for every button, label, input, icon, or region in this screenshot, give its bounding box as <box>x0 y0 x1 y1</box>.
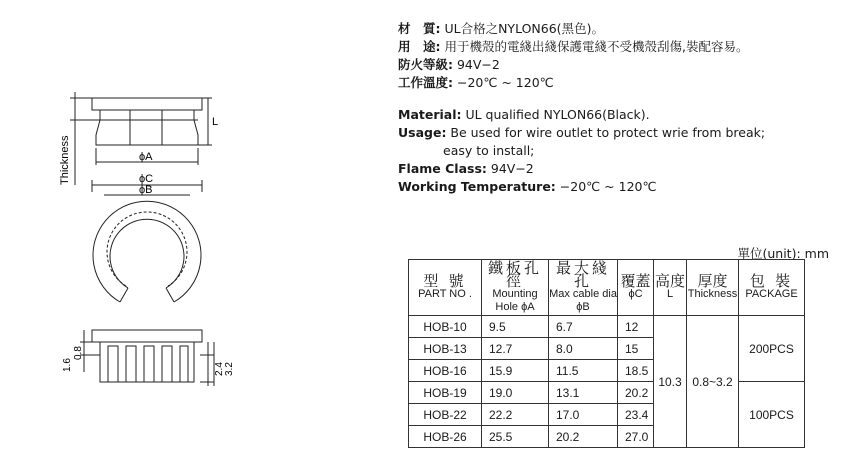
thickness-label: Thickness <box>59 135 71 185</box>
dim-c-label: ϕC <box>139 173 154 185</box>
table-row: HOB-26 25.5 20.2 27.0 <box>409 426 805 448</box>
spec-usage-en: Usage: Be used for wire outlet to protect wrie from break; <box>398 125 766 140</box>
table-row: HOB-13 12.7 8.0 15 <box>409 338 805 360</box>
thickness-cell: 0.8~3.2 <box>687 316 739 448</box>
spec-block <box>398 20 838 196</box>
technical-drawing <box>0 0 390 465</box>
dim-0-8-label: 0.8 <box>73 346 84 360</box>
spec-material-en: Material: UL qualified NYLON66(Black). <box>398 107 650 122</box>
col-thickness: 厚度 Thickness <box>687 260 739 316</box>
spec-usage-zh: 用 途: 用于機殼的電綫出綫保護電綫不受機殼刮傷,裝配容易。 <box>398 39 749 54</box>
col-height: 高度 L <box>654 260 687 316</box>
spec-usage-en-cont: easy to install; <box>443 143 535 158</box>
spec-fire-zh: 防火等級: 94V−2 <box>398 57 500 72</box>
height-cell: 10.3 <box>654 316 687 448</box>
col-cover: 覆蓋 ϕC <box>618 260 654 316</box>
table-row: HOB-10 9.5 6.7 12 10.3 0.8~3.2 200PCS <box>409 316 805 338</box>
col-hole: 鐵板孔徑 Mounting Hole ϕA <box>482 260 549 316</box>
dim-2-4-label: 2.4 <box>214 362 225 376</box>
table-row: HOB-19 19.0 13.1 20.2 100PCS <box>409 382 805 404</box>
dim-b-label: ϕB <box>139 184 153 196</box>
table-header-row <box>409 260 805 316</box>
dim-a-label: ϕA <box>139 151 153 163</box>
dim-l-label: L <box>212 116 219 128</box>
dim-1-6-label: 1.6 <box>62 358 73 372</box>
col-cable: 最大綫孔 Max cable dia ϕB <box>549 260 618 316</box>
side-view-outline <box>92 98 202 145</box>
spec-temp-en: Working Temperature: −20℃ ~ 120℃ <box>398 179 657 194</box>
dim-3-2-label: 3.2 <box>224 362 235 376</box>
spec-temp-zh: 工作溫度: −20℃ ~ 120℃ <box>398 75 554 90</box>
bottom-view-outline <box>92 330 202 342</box>
table-row: HOB-22 22.2 17.0 23.4 <box>409 404 805 426</box>
col-part: 型 號 PART NO . <box>409 260 482 316</box>
col-package: 包 裝 PACKAGE <box>739 260 805 316</box>
package-cell-2: 100PCS <box>739 382 805 448</box>
unit-label: 單位(unit): mm <box>737 246 829 261</box>
spec-flame-en: Flame Class: 94V−2 <box>398 161 534 176</box>
spec-material-zh: 材 質: UL合格之NYLON66(黑色)。 <box>398 21 604 36</box>
table-row: HOB-16 15.9 11.5 18.5 <box>409 360 805 382</box>
top-view-outer-ring <box>93 201 201 302</box>
package-cell-1: 200PCS <box>739 316 805 382</box>
product-table <box>408 259 805 448</box>
